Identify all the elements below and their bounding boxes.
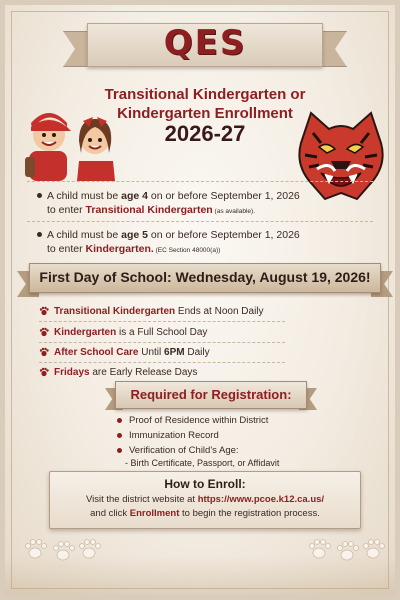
first-day-text: First Day of School: Wednesday, August 19, 2026!: [39, 269, 371, 285]
paw-icon: [39, 367, 49, 377]
age-requirement-tk: A child must be age 4 on or before September 1, 2026 to enter Transitional Kindergarten (as available).: [37, 189, 337, 219]
school-name: QES: [163, 23, 247, 63]
enrollment-title: Transitional Kindergarten or Kindergarten Enrollment: [104, 86, 306, 122]
bullet-icon: [117, 418, 122, 423]
footer-shade: [5, 555, 395, 595]
divider: [27, 181, 373, 182]
divider: [39, 362, 285, 363]
divider: [39, 321, 285, 322]
age-requirement-k: A child must be age 5 on or before September 1, 2026 to enter Kindergarten. (EC Section 48000(a)): [37, 228, 337, 258]
how-to-enroll-box: How to Enroll: Visit the district website at https://www.pcoe.k12.ca.us/ and click Enrollment to begin the registration process.: [49, 471, 361, 529]
registration-item: Immunization Record: [117, 430, 347, 442]
bullet-icon: [37, 193, 42, 198]
registration-item: Proof of Residence within District: [117, 415, 347, 427]
schedule-item-fridays: Fridays are Early Release Days: [39, 366, 359, 379]
how-to-enroll-heading: How to Enroll:: [164, 477, 246, 491]
divider: [39, 342, 285, 343]
tiger-mascot-icon: [291, 103, 391, 203]
bullet-icon: [117, 433, 122, 438]
schedule-item-tk: Transitional Kindergarten Ends at Noon Daily: [39, 305, 359, 318]
kids-illustration: [23, 101, 123, 183]
paw-icon: [39, 327, 49, 337]
first-day-banner: [17, 263, 393, 293]
registration-heading-banner: [105, 381, 317, 409]
registration-item: Verification of Child's Age:: [117, 445, 347, 457]
bullet-icon: [117, 448, 122, 453]
enrollment-link[interactable]: Enrollment: [129, 508, 180, 519]
title-ribbon: [63, 19, 347, 71]
school-year: 2026-27: [164, 121, 246, 146]
paw-icon: [39, 306, 49, 316]
paw-icon: [39, 347, 49, 357]
registration-sub-item: - Birth Certificate, Passport, or Affidavit: [125, 458, 280, 468]
district-website-link[interactable]: https://www.pcoe.k12.ca.us/: [197, 494, 325, 505]
schedule-item-care: After School Care Until 6PM Daily: [39, 346, 359, 359]
schedule-item-k: Kindergarten is a Full School Day: [39, 326, 359, 339]
registration-heading: Required for Registration:: [130, 387, 292, 402]
divider: [27, 221, 373, 222]
bullet-icon: [37, 232, 42, 237]
